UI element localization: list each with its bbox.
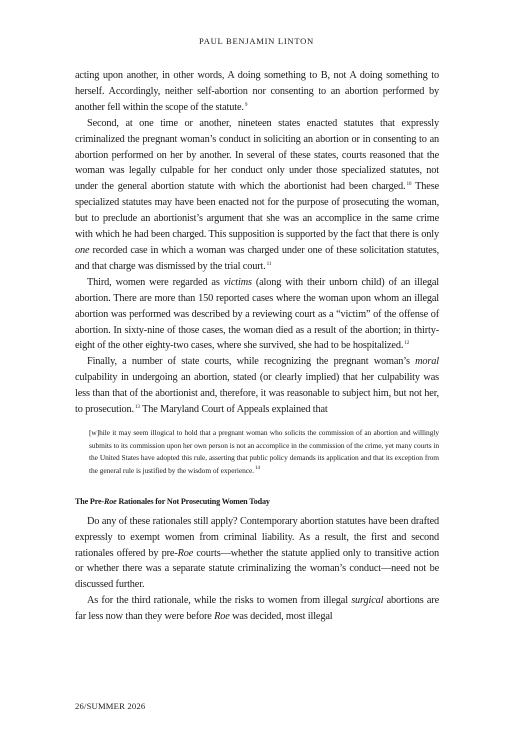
paragraph-text: These specialized statutes may have been enacted not for the purpose of prosecuting the woman, but to preclude an abortionist’s argument that she was an accomplice in the same crime with which he had been charged. This supposition is supported by the fact that there is only	[75, 181, 439, 241]
emphasis-text: Roe	[214, 611, 230, 623]
running-head: PAUL BENJAMIN LINTON	[199, 36, 314, 46]
paragraph-text: culpability in undergoing an abortion, stated (or clearly implied) that her culpability was less than that of the abortionist and, therefore, it was reasonable to subject him, but not her, to prosecution.	[75, 372, 439, 416]
footnote-marker: 12	[404, 340, 410, 347]
paragraph-text: was decided, most illegal	[229, 611, 333, 623]
emphasis-text: victims	[223, 276, 252, 288]
paragraph-text: (along with their unborn child) of an illegal abortion. There are more than 150 reported cases where the woman upon whom an illegal abortion was performed was described by a reviewing court as a “victim” of the offense of abortion. In sixty-nine of those cases, the woman died as a result of the abortion; in thirty-eight of the other eighty-two cases, where she survived, she had to be hospitalized.	[75, 276, 439, 352]
emphasis-text: surgical	[351, 595, 384, 607]
footnote-marker: 11	[266, 260, 272, 267]
footnote-marker: 14	[254, 465, 261, 472]
heading-text: Rationales for Not Prosecuting Women Today	[116, 496, 270, 506]
paragraph-rationales-today	[75, 514, 439, 594]
paragraph-text: abortions are far less now than they were before	[75, 595, 439, 623]
section-heading	[75, 496, 439, 508]
paragraph-text: recorded case in which a woman was charged under one of these solicitation statutes, and that charge was dismissed by the trial court.	[75, 244, 439, 272]
page-folio: 26/SUMMER 2026	[75, 701, 146, 711]
heading-text: The Pre-	[75, 496, 104, 506]
footnote-marker: 10	[406, 181, 412, 188]
heading-emphasis: Roe	[104, 496, 117, 506]
paragraph-text: courts—whether the statute applied only to transitive action or whether there was a separate statute criminalizing the woman’s conduct—need not be discussed further.	[75, 547, 439, 591]
emphasis-text: Roe	[177, 547, 194, 559]
footnote-marker: 9	[244, 101, 248, 108]
quote-text: [w]hile it may seem illogical to hold that a pregnant woman who solicits the commission of an abortion and willingly submits to its commission upon her own person is not an accomplice in the commission of the crime, yet many courts in the United States have adopted this rule, asserting that public policy demands its application and that its exception from the general rule is justified by the wisdom of experience.	[89, 427, 439, 476]
block-quote	[89, 427, 439, 478]
paragraph-third-rationale-today	[75, 593, 439, 625]
emphasis-text: moral	[415, 356, 439, 368]
paragraph-third-rationale	[75, 275, 439, 355]
paragraph-text: Finally, a number of state courts, while recognizing the pregnant woman’s	[87, 356, 416, 368]
paragraph-text: The Maryland Court of Appeals explained that	[139, 404, 328, 416]
paragraph-transitive-action	[75, 68, 439, 116]
paragraph-text: Third, women were regarded as	[87, 276, 224, 288]
footnote-marker: 13	[134, 404, 140, 411]
paragraph-text: acting upon another, in other words, A doing something to B, not A doing something to herself. Accordingly, neither self-abortion nor consenting to an abortion performed by another fell within the scope of the statute.	[75, 70, 439, 113]
paragraph-text: Second, at one time or another, nineteen states enacted statutes that expressly criminalized the pregnant woman’s conduct in soliciting an abortion or in consenting to an abortion performed on her by another. In several of these states, courts reasoned that the woman was legally culpable for her conduct only under those specialized statutes, not under the general abortion statute with which the abortionist had been charged.	[75, 117, 439, 193]
paragraph-second-rationale	[75, 116, 439, 275]
emphasis-text: one	[75, 244, 90, 256]
paragraph-text: As for the third rationale, while the risks to women from illegal	[87, 595, 352, 607]
article-body	[75, 68, 439, 625]
paragraph-text: Do any of these rationales still apply? Contemporary abortion statutes have been drafted expressly to exempt women from criminal liability. As a result, the first and second rationales offered by pre-	[75, 515, 439, 559]
paragraph-fourth-rationale	[75, 354, 439, 418]
